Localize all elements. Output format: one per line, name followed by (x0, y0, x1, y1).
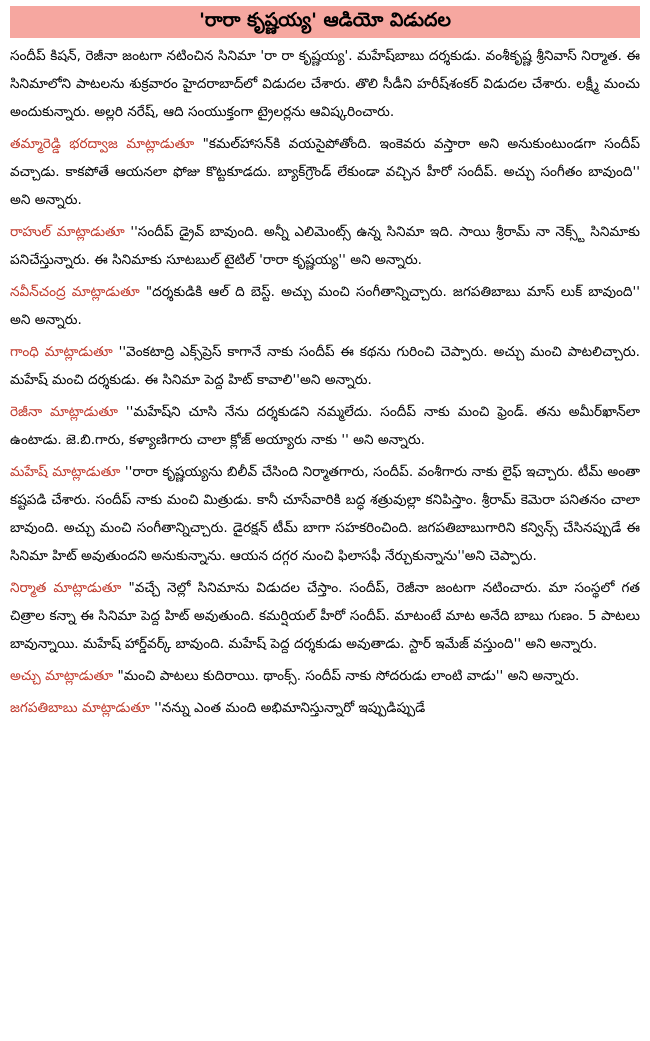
quote-text: "మంచి పాటలు కుదిరాయి. థాంక్స్. సందీప్ నాకు సోదరుడు లాంటి వాడు'' అని అన్నారు. (113, 668, 580, 684)
speaker-name: జగపతిబాబు మాట్లాడుతూ (10, 700, 150, 716)
speaker-name: నిర్మాత మాట్లాడుతూ (10, 580, 122, 596)
quotes-list (10, 130, 640, 722)
quote-text: "వచ్చే నెల్లో సినిమాను విడుదల చేస్తాం. సందీప్, రెజీనా జంటగా నటించారు. మా సంస్థలో గత చిత్రాల కన్నా ఈ సినిమా పెద్ద హిట్ అవుతుంది. కమర్షియల్ హీరో సందీప్. మాటంటే మాట అనేది బాబు గుణం. 5 పాటలు బావున్నాయి. మహేష్ హార్డ్‌వర్క్ బావుంది. మహేష్ పెద్ద దర్శకుడు అవుతాడు. స్టార్ ఇమేజ్ వస్తుంది'' అని అన్నారు. (10, 580, 640, 652)
quote-paragraph (10, 662, 640, 690)
intro-paragraph: సందీప్ కిషన్, రెజీనా జంటగా నటించిన సినిమా 'రా రా కృష్ణయ్య'. మహేష్‌బాబు దర్శకుడు. వంశీకృష్ణ శ్రీనివాస్ నిర్మాత. ఈ సినిమాలోని పాటలను శుక్రవారం హైదరాబాద్‌లో విడుదల చేశారు. తొలి సీడీని హరీష్‌శంకర్ విడుదల చేశారు. లక్ష్మీ మంచు అందుకున్నారు. అల్లరి నరేష్, ఆది సంయుక్తంగా ట్రైలర్లను ఆవిష్కరించారు. (10, 48, 640, 120)
quote-text: "కమల్‌హాసన్‌కి వయసైపోతోంది. ఇంకెవరు వస్తారా అని అనుకుంటుండగా సందీప్ వచ్చాడు. కాకపోతే ఆయనలా ఫోజు కొట్టకూడదు. బ్యాక్‌గ్రౌండ్ లేకుండా వచ్చిన హీరో సందీప్. అచ్చు సంగీతం బావుంది'' అని అన్నారు. (10, 136, 640, 208)
quote-text: "దర్శకుడికి ఆల్ ది బెస్ట్. అచ్చు మంచి సంగీతాన్నిచ్చారు. జగపతిబాబు మాస్ లుక్ బావుంది'' అని అన్నారు. (10, 284, 640, 328)
quote-text: ''రారా కృష్ణయ్యను బిలీవ్ చేసింది నిర్మాతగారు, సందీప్. వంశీగారు నాకు లైఫ్ ఇచ్చారు. టీమ్ అంతా కష్టపడి చేశారు. సందీప్ నాకు మంచి మిత్రుడు. కానీ చూసేవారికి బద్ధ శత్రువుల్లా కనిపిస్తాం. శ్రీరామ్ కెమెరా పనితనం చాలా బావుంది. అచ్చు మంచి సంగీతాన్నిచ్చారు. డైరక్షన్ టీమ్ బాగా సహకరించింది. జగపతిబాబుగారిని కన్విన్స్ చేసినప్పుడే ఈ సినిమా హిట్ అవుతుందని అనుకున్నాను. ఆయన దగ్గర నుంచి ఫిలాసఫీ నేర్చుకున్నాను''అని చెప్పారు. (10, 464, 640, 564)
quote-paragraph (10, 338, 640, 394)
quote-paragraph (10, 694, 640, 722)
headline: 'రారా కృష్ణయ్య' ఆడియో విడుదల (199, 8, 451, 31)
quote-paragraph (10, 398, 640, 454)
quote-text: ''సందీప్ డ్రైవ్ బావుంది. అన్నీ ఎలిమెంట్స్ ఉన్న సినిమా ఇది. సాయి శ్రీరామ్ నా నెక్స్ట్ సినిమాకు పనిచేస్తున్నారు. ఈ సినిమాకు సూటబుల్ టైటిల్ 'రారా కృష్ణయ్య'' అని అన్నారు. (10, 224, 640, 268)
speaker-name: గాంధి మాట్లాడుతూ (10, 344, 113, 360)
quote-text: ''మహేష్‌ని చూసి నేను దర్శకుడని నమ్మలేదు. సందీప్ నాకు మంచి ఫ్రెండ్. తను అమీర్‌ఖాన్‌లా ఉంటాడు. జె.బి.గారు, కళ్యాణిగారు చాలా క్లోజ్ అయ్యారు నాకు '' అని అన్నారు. (10, 404, 640, 448)
quote-text: ''నన్ను ఎంత మంది అభిమానిస్తున్నారో ఇప్పుడిప్పుడే (149, 700, 426, 716)
speaker-name: మహేష్ మాట్లాడుతూ (10, 464, 121, 480)
speaker-name: రాహుల్ మాట్లాడుతూ (10, 224, 125, 240)
speaker-name: రెజీనా మాట్లాడుతూ (10, 404, 119, 420)
quote-paragraph (10, 130, 640, 214)
quote-paragraph (10, 218, 640, 274)
speaker-name: తమ్మారెడ్డి భరద్వాజ మాట్లాడుతూ (10, 136, 195, 152)
quote-paragraph (10, 278, 640, 334)
quote-paragraph (10, 574, 640, 658)
quote-text: ''వెంకటాద్రి ఎక్స్‌ప్రెస్ కాగానే నాకు సందీప్ ఈ కథను గురించి చెప్పారు. అచ్చు మంచి పాటలిచ్చారు. మహేష్ మంచి దర్శకుడు. ఈ సినిమా పెద్ద హిట్ కావాలి''అని అన్నారు. (10, 344, 640, 388)
headline-banner (10, 6, 640, 38)
quote-paragraph (10, 458, 640, 570)
speaker-name: అచ్చు మాట్లాడుతూ (10, 668, 114, 684)
speaker-name: నవీన్‌చంద్ర మాట్లాడుతూ (10, 284, 140, 300)
